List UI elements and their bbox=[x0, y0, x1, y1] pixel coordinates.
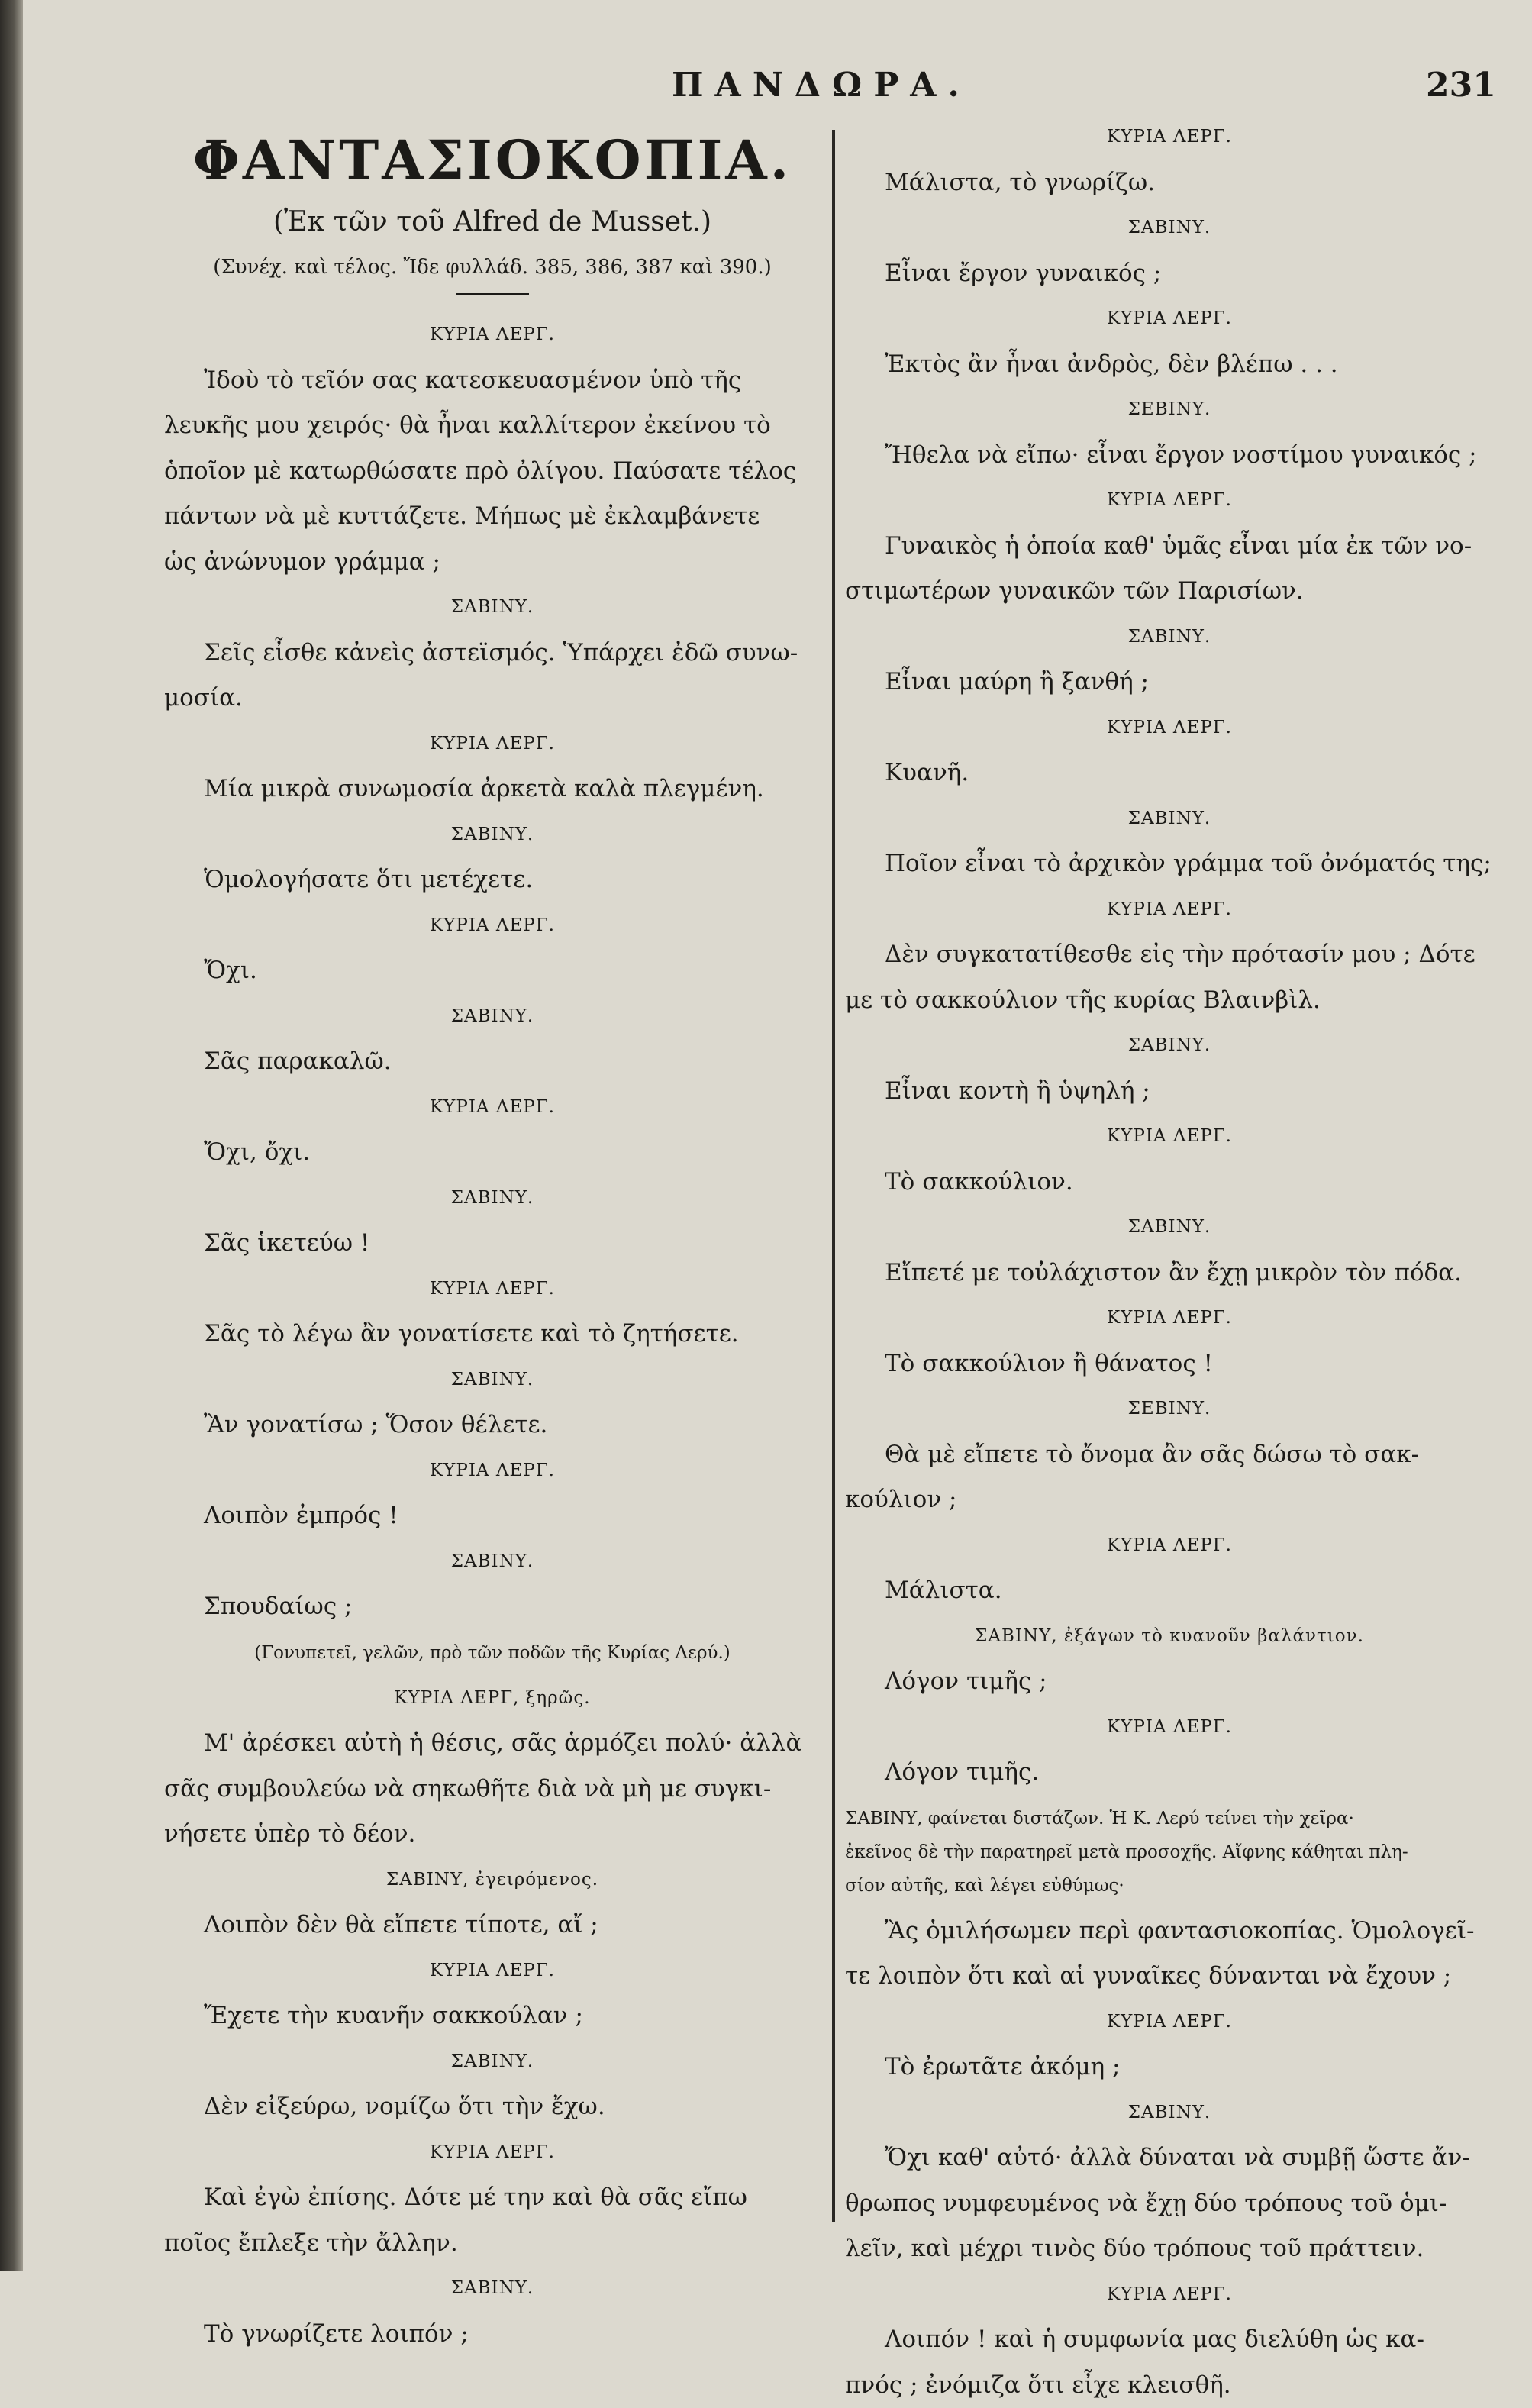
speaker-label: ΚΥΡΙΑ ΛΕΡΓ. bbox=[164, 903, 821, 949]
speaker-label: ΣΕΒΙΝΥ. bbox=[845, 1386, 1494, 1432]
dialogue-line: Καὶ ἐγὼ ἐπίσης. Δότε μέ την καὶ θὰ σᾶς εἴπω bbox=[164, 2175, 821, 2221]
journal-title: ΠΑΝΔΩΡΑ. bbox=[672, 66, 971, 105]
dialogue-line: Λοιπὸν ἐμπρός ! bbox=[164, 1493, 821, 1539]
speaker-label: ΚΥΡΙΑ ΛΕΡΓ. bbox=[845, 1523, 1494, 1569]
speaker-label: ΚΥΡΙΑ ΛΕΡΓ. bbox=[845, 296, 1494, 342]
speaker-label: ΚΥΡΙΑ ΛΕΡΓ. bbox=[164, 312, 821, 358]
dialogue-line: πνός ; ἐνόμιζα ὅτι εἶχε κλεισθῆ. bbox=[845, 2363, 1494, 2408]
speaker-label: ΣΑΒΙΝΥ. bbox=[845, 2090, 1494, 2136]
column-divider bbox=[832, 130, 835, 2222]
dialogue-line: Ἤθελα νὰ εἴπω· εἶναι ἔργον νοστίμου γυναικός ; bbox=[845, 433, 1494, 479]
dialogue-line: Ποῖον εἶναι τὸ ἀρχικὸν γράμμα τοῦ ὀνόματός της; bbox=[845, 841, 1494, 887]
stage-direction bbox=[845, 1802, 1494, 1903]
stage-direction-line: σίον αὐτῆς, καὶ λέγει εὐθύμως· bbox=[845, 1876, 1124, 1896]
stage-direction-line: ἐκεῖνος δὲ τὴν παρατηρεῖ μετὰ προσοχῆς. Αἴφνης κάθηται πλη- bbox=[845, 1842, 1408, 1862]
dialogue-line: Τὸ σακκούλιον. bbox=[845, 1160, 1494, 1206]
speaker-label: ΣΑΒΙΝΥ. bbox=[845, 796, 1494, 842]
speaker-label: ΣΑΒΙΝΥ. bbox=[164, 2266, 821, 2312]
dialogue-line: Σπουδαίως ; bbox=[164, 1584, 821, 1630]
speaker-label: ΣΑΒΙΝΥ, ἐγειρόμενος. bbox=[164, 1858, 821, 1903]
speaker-label: ΚΥΡΙΑ ΛΕΡΓ. bbox=[845, 2000, 1494, 2045]
dialogue-line: Μάλιστα. bbox=[845, 1568, 1494, 1614]
dialogue-line: Εἴπετέ με τοὐλάχιστον ἂν ἔχῃ μικρὸν τὸν πόδα. bbox=[845, 1251, 1494, 1296]
dialogue-line: Τὸ ἐρωτᾶτε ἀκόμη ; bbox=[845, 2045, 1494, 2090]
dialogue-line: Σᾶς τὸ λέγω ἂν γονατίσετε καὶ τὸ ζητήσετε. bbox=[164, 1312, 821, 1357]
speaker-label: ΣΑΒΙΝΥ. bbox=[164, 2039, 821, 2085]
speaker-label: ΚΥΡΙΑ ΛΕΡΓ, ξηρῶς. bbox=[164, 1676, 821, 1722]
dialogue-line: πάντων νὰ μὲ κυττάζετε. Μήπως μὲ ἐκλαμβάνετε bbox=[164, 494, 821, 540]
dialogue-line: λευκῆς μου χειρός· θὰ ἦναι καλλίτερον ἐκείνου τὸ bbox=[164, 403, 821, 449]
dialogue-line: Ὄχι καθ' αὐτό· ἀλλὰ δύναται νὰ συμβῇ ὥστε ἄν- bbox=[845, 2135, 1494, 2181]
dialogue-line: Λόγον τιμῆς ; bbox=[845, 1659, 1494, 1705]
dialogue-line: Τὸ σακκούλιον ἢ θάνατος ! bbox=[845, 1341, 1494, 1387]
dialogue-line: Σεῖς εἶσθε κἀνεὶς ἀστεϊσμός. Ὑπάρχει ἐδῶ συνω- bbox=[164, 631, 821, 676]
dialogue-line: μοσία. bbox=[164, 676, 821, 721]
dialogue-line: Θὰ μὲ εἴπετε τὸ ὄνομα ἂν σᾶς δώσω τὸ σακ- bbox=[845, 1432, 1494, 1478]
article-subtitle: (Ἐκ τῶν τοῦ Alfred de Musset.) bbox=[164, 199, 821, 246]
dialogue-line: Λόγον τιμῆς. bbox=[845, 1750, 1494, 1796]
dialogue-line: σᾶς συμβουλεύω νὰ σηκωθῆτε διὰ νὰ μὴ με συγκι- bbox=[164, 1767, 821, 1812]
dialogue-line: Δὲν εἰξεύρω, νομίζω ὅτι τὴν ἔχω. bbox=[164, 2084, 821, 2130]
speaker-label: ΚΥΡΙΑ ΛΕΡΓ. bbox=[164, 1085, 821, 1131]
dialogue-line: Γυναικὸς ἡ ὁποία καθ' ὑμᾶς εἶναι μία ἐκ τῶν νο- bbox=[845, 524, 1494, 570]
speaker-label: ΚΥΡΙΑ ΛΕΡΓ. bbox=[845, 2272, 1494, 2318]
dialogue-line: Εἶναι ἔργον γυναικός ; bbox=[845, 251, 1494, 297]
dialogue-line: Λοιπὸν δὲν θὰ εἴπετε τίποτε, αἴ ; bbox=[164, 1903, 821, 1948]
dialogue-line: Κυανῆ. bbox=[845, 750, 1494, 796]
speaker-label: ΚΥΡΙΑ ΛΕΡΓ. bbox=[845, 478, 1494, 524]
dialogue-line: θρωπος νυμφευμένος νὰ ἔχῃ δύο τρόπους τοῦ ὁμι- bbox=[845, 2181, 1494, 2227]
speaker-label: ΚΥΡΙΑ ΛΕΡΓ. bbox=[164, 1948, 821, 1994]
speaker-label: ΣΑΒΙΝΥ. bbox=[845, 1023, 1494, 1069]
dialogue-line: Λοιπόν ! καὶ ἡ συμφωνία μας διελύθη ὡς κα- bbox=[845, 2317, 1494, 2363]
dialogue-line: Ὄχι, ὄχι. bbox=[164, 1130, 821, 1176]
speaker-label: ΚΥΡΙΑ ΛΕΡΓ. bbox=[845, 1296, 1494, 1341]
dialogue-line: Μία μικρὰ συνωμοσία ἀρκετὰ καλὰ πλεγμένη. bbox=[164, 767, 821, 812]
speaker-label: ΚΥΡΙΑ ΛΕΡΓ. bbox=[164, 1267, 821, 1312]
left-column bbox=[164, 115, 821, 2357]
dialogue-line: ὁποῖον μὲ κατωρθώσατε πρὸ ὀλίγου. Παύσατε τέλος bbox=[164, 449, 821, 495]
dialogue-line: Ὄχι. bbox=[164, 948, 821, 994]
dialogue-line: Ἂς ὁμιλήσωμεν περὶ φαντασιοκοπίας. Ὁμολογεῖ- bbox=[845, 1909, 1494, 1954]
running-header bbox=[0, 66, 1532, 111]
dialogue-line: νήσετε ὑπὲρ τὸ δέον. bbox=[164, 1812, 821, 1858]
dialogue-line: Εἶναι κοντὴ ἢ ὑψηλή ; bbox=[845, 1069, 1494, 1115]
speaker-label: ΚΥΡΙΑ ΛΕΡΓ. bbox=[845, 887, 1494, 933]
speaker-label: ΣΑΒΙΝΥ. bbox=[164, 1357, 821, 1403]
speaker-label: ΚΥΡΙΑ ΛΕΡΓ. bbox=[164, 721, 821, 767]
speaker-label: ΣΑΒΙΝΥ. bbox=[164, 585, 821, 631]
speaker-label: ΣΑΒΙΝΥ. bbox=[845, 205, 1494, 251]
right-column bbox=[845, 115, 1494, 2408]
speaker-label: ΣΑΒΙΝΥ. bbox=[164, 994, 821, 1040]
dialogue-line: λεῖν, καὶ μέχρι τινὸς δύο τρόπους τοῦ πράττειν. bbox=[845, 2226, 1494, 2272]
dialogue-line: στιμωτέρων γυναικῶν τῶν Παρισίων. bbox=[845, 569, 1494, 615]
dialogue-line: Μάλιστα, τὸ γνωρίζω. bbox=[845, 160, 1494, 206]
speaker-label: ΣΑΒΙΝΥ. bbox=[845, 1205, 1494, 1251]
dialogue-line: ποῖος ἔπλεξε τὴν ἄλλην. bbox=[164, 2221, 821, 2267]
stage-direction: (Γονυπετεῖ, γελῶν, πρὸ τῶν ποδῶν τῆς Κυρίας Λερύ.) bbox=[164, 1636, 821, 1670]
dialogue-line: με τὸ σακκούλιον τῆς κυρίας Βλαινβὶλ. bbox=[845, 978, 1494, 1024]
speaker-label: ΚΥΡΙΑ ΛΕΡΓ. bbox=[845, 1114, 1494, 1160]
dialogue-line: Τὸ γνωρίζετε λοιπόν ; bbox=[164, 2312, 821, 2358]
dialogue-line: τε λοιπὸν ὅτι καὶ αἱ γυναῖκες δύνανται νὰ ἔχουν ; bbox=[845, 1954, 1494, 2000]
dialogue-line: Σᾶς ἱκετεύω ! bbox=[164, 1221, 821, 1267]
dialogue-line: Εἶναι μαύρη ἢ ξανθή ; bbox=[845, 660, 1494, 705]
speaker-label: ΣΕΒΙΝΥ. bbox=[845, 387, 1494, 433]
speaker-label: ΚΥΡΙΑ ΛΕΡΓ. bbox=[845, 115, 1494, 160]
speaker-label: ΣΑΒΙΝΥ. bbox=[164, 812, 821, 858]
dialogue-line: Ἐκτὸς ἂν ἦναι ἀνδρὸς, δὲν βλέπω . . . bbox=[845, 342, 1494, 388]
speaker-label: ΚΥΡΙΑ ΛΕΡΓ. bbox=[845, 1705, 1494, 1751]
dialogue-line: Σᾶς παρακαλῶ. bbox=[164, 1039, 821, 1085]
stage-direction-line: ΣΑΒΙΝΥ, φαίνεται διστάζων. Ἡ Κ. Λερύ τείνει τὴν χεῖρα· bbox=[845, 1809, 1354, 1829]
title-divider bbox=[456, 293, 529, 295]
dialogue-line: Ὁμολογήσατε ὅτι μετέχετε. bbox=[164, 857, 821, 903]
book-binding-edge bbox=[0, 0, 23, 2271]
speaker-label: ΚΥΡΙΑ ΛΕΡΓ. bbox=[164, 2130, 821, 2176]
dialogue-line: Ἔχετε τὴν κυανῆν σακκούλαν ; bbox=[164, 1993, 821, 2039]
continuation-note: (Συνέχ. καὶ τέλος. Ἴδε φυλλάδ. 385, 386, 387 καὶ 390.) bbox=[164, 246, 821, 289]
speaker-label: ΣΑΒΙΝΥ, ἐξάγων τὸ κυανοῦν βαλάντιον. bbox=[845, 1614, 1494, 1660]
dialogue-line: Μ' ἀρέσκει αὐτὴ ἡ θέσις, σᾶς ἁρμόζει πολύ· ἀλλὰ bbox=[164, 1721, 821, 1767]
dialogue-line: Ἰδοὺ τὸ τεῖόν σας κατεσκευασμένον ὑπὸ τῆς bbox=[164, 358, 821, 404]
speaker-label: ΣΑΒΙΝΥ. bbox=[164, 1176, 821, 1222]
speaker-label: ΚΥΡΙΑ ΛΕΡΓ. bbox=[164, 1448, 821, 1494]
dialogue-line: ὡς ἀνώνυμον γράμμα ; bbox=[164, 540, 821, 586]
speaker-label: ΚΥΡΙΑ ΛΕΡΓ. bbox=[845, 705, 1494, 751]
dialogue-line: Ἂν γονατίσω ; Ὅσον θέλετε. bbox=[164, 1403, 821, 1448]
speaker-label: ΣΑΒΙΝΥ. bbox=[845, 615, 1494, 660]
dialogue-line: Δὲν συγκατατίθεσθε εἰς τὴν πρότασίν μου ; Δότε bbox=[845, 932, 1494, 978]
speaker-label: ΣΑΒΙΝΥ. bbox=[164, 1539, 821, 1585]
page-number: 231 bbox=[1426, 66, 1496, 105]
article-title: ΦΑΝΤΑΣΙΟΚΟΠΙΑ. bbox=[164, 127, 821, 194]
dialogue-line: κούλιον ; bbox=[845, 1477, 1494, 1523]
